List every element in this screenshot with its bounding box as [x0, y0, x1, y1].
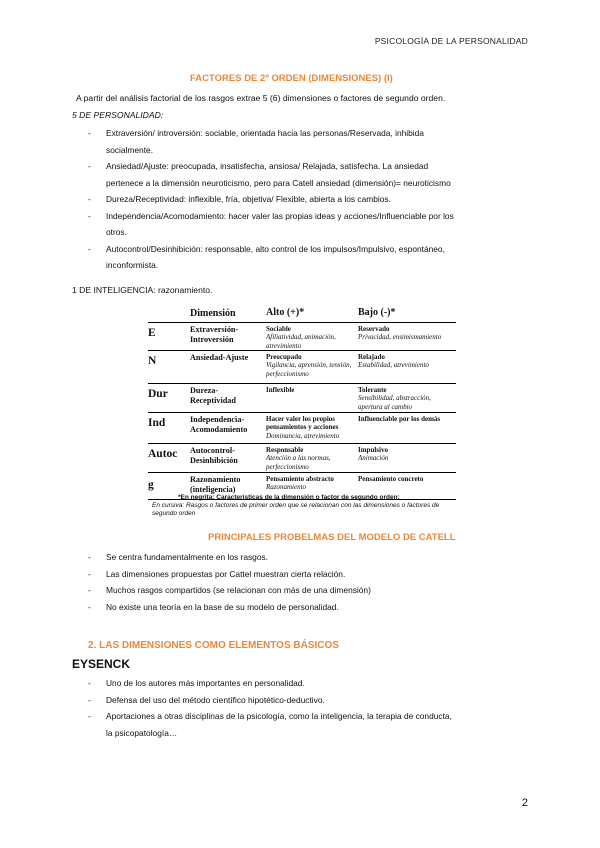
page-number: 2	[521, 797, 528, 809]
table-row	[148, 323, 456, 351]
list-item: - Autocontrol/Desinhibición: responsable, alto control de los impulsos/Impulsivo, espontáneo, inconformista.	[72, 241, 532, 274]
row-low: Reservado Privacidad, ensimismamiento	[358, 325, 442, 342]
personality-list	[72, 125, 532, 274]
intelligence-line: 1 DE INTELIGENCIA: razonamiento.	[72, 285, 213, 295]
list-item: - Dureza/Receptividad: inflexible, fría, objetiva/ Flexible, abierta a los cambios.	[72, 191, 532, 208]
running-header: PSICOLOGÍA DE LA PERSONALIDAD	[374, 36, 528, 46]
row-low: Relajado Estabilidad, atrevimiento	[358, 353, 429, 370]
row-low: Tolerante Sensibilidad, abstracción, apertura al cambio	[358, 386, 431, 411]
table-row	[148, 413, 456, 444]
row-high: Hacer valer los propios pensamientos y acciones Dominancia, atrevimiento	[266, 415, 340, 440]
list-item: - Uno de los autores más importantes en personalidad.	[72, 675, 532, 692]
row-high: Responsable Atención a las normas, perfeccionismo	[266, 446, 331, 471]
row-high: Preocupado Vigilancia, aprensión, tensión, perfeccionismo	[266, 353, 352, 378]
list-item: - Las dimensiones propuestas por Cattel muestran cierta relación.	[72, 566, 532, 583]
row-dimension: Dureza-Receptividad	[190, 386, 236, 405]
intro-paragraph: A partir del análisis factorial de los rasgos extrae 5 (6) dimensiones o factores de segundo orden.	[76, 93, 446, 103]
row-high: Pensamiento abstracto Razonamiento	[266, 475, 334, 492]
table-header-high: Alto (+)*	[266, 307, 305, 318]
list-item: - Aportaciones a otras disciplinas de la psicología, como la inteligencia, la terapia de conducta, la psicopatología…	[72, 708, 532, 741]
table-footnote: *En negrita: Características de la dimensión o factor de segundo orden; En cursiva: Rasgos o factores de primer orden que se relacionan con las dimensiones o factores de segundo orden	[152, 494, 440, 517]
row-code: E	[148, 327, 156, 339]
row-dimension: Independencia-Acomodamiento	[190, 415, 248, 434]
table-row	[148, 351, 456, 384]
table-header-low: Bajo (-)*	[358, 307, 396, 318]
table-header-row	[148, 309, 456, 323]
row-code: Ind	[148, 417, 166, 429]
row-high: Inflexible	[266, 386, 295, 394]
list-item: - Muchos rasgos compartidos (se relacionan con más de una dimensión)	[72, 582, 532, 599]
row-code: Autoc	[148, 448, 178, 460]
table-row	[148, 444, 456, 473]
row-code: Dur	[148, 388, 168, 400]
author-heading: EYSENCK	[72, 657, 131, 671]
problems-list	[72, 549, 532, 615]
eysenck-list	[72, 675, 532, 741]
row-dimension: Razonamiento (inteligencia)	[190, 475, 241, 494]
row-high: Sociable Afiliatividad, animación, atrevimiento	[266, 325, 336, 350]
list-item: - Independencia/Acomodamiento: hacer valer las propias ideas y acciones/Influenciable por los otros.	[72, 208, 532, 241]
row-dimension: Ansiedad-Ajuste	[190, 353, 249, 362]
row-dimension: Extraversión-Introversión	[190, 325, 239, 344]
section-title-dimensiones: 2. LAS DIMENSIONES COMO ELEMENTOS BÁSICOS	[88, 640, 339, 651]
list-item: - Extraversión/ introversión: sociable, orientada hacia las personas/Reservada, inhibida socialmente.	[72, 125, 532, 158]
row-code: N	[148, 355, 157, 367]
list-item: - Defensa del uso del método científico hipotético-deductivo.	[72, 692, 532, 709]
list-item: - Se centra fundamentalmente en los rasgos.	[72, 549, 532, 566]
section-title-factores: FACTORES DE 2º ORDEN (DIMENSIONES) (I)	[190, 73, 393, 84]
section-title-problemas: PRINCIPALES PROBELMAS DEL MODELO DE CATELL	[208, 532, 456, 543]
list-item: - Ansiedad/Ajuste: preocupada, insatisfecha, ansiosa/ Relajada, satisfecha. La ansiedad pertenece a la dimensión neuroticismo, pero para Catell ansiedad (dimensión)= neuroticismo	[72, 158, 532, 191]
list-item: - No existe una teoría en la base de su modelo de personalidad.	[72, 599, 532, 616]
row-code: g	[148, 479, 154, 491]
dimensions-table	[148, 309, 456, 500]
table-row	[148, 384, 456, 413]
row-low: Pensamiento concreto	[358, 475, 424, 483]
table-header-dimension: Dimensión	[190, 308, 236, 319]
row-low: Influenciable por los demás	[358, 415, 441, 423]
row-low: Impulsivo Animación	[358, 446, 389, 463]
row-dimension: Autocontrol-Desinhibición	[190, 446, 238, 465]
personality-label: 5 DE PERSONALIDAD:	[72, 110, 164, 120]
